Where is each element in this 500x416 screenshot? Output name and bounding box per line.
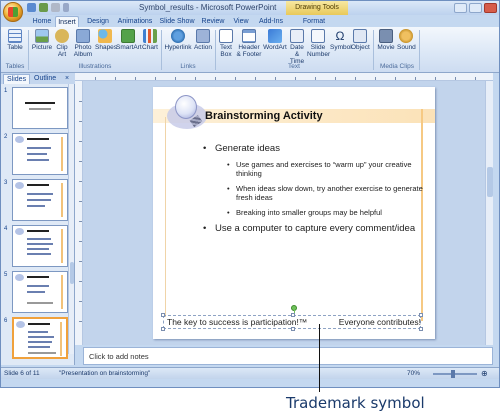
sound-button[interactable]: Sound	[397, 29, 415, 51]
slide-thumbnail-3[interactable]	[12, 179, 68, 221]
bullet-level-2: • Breaking into smaller groups may be helpful	[227, 208, 427, 217]
action-icon	[196, 29, 210, 43]
thumbnail-number: 2	[4, 134, 8, 140]
current-slide[interactable]	[153, 87, 435, 339]
group-label-illustrations: Illustrations	[78, 63, 112, 70]
customize-dropdown-icon[interactable]	[63, 3, 69, 12]
thumbnail-number: 3	[4, 180, 8, 186]
table-button[interactable]: Table	[5, 29, 25, 51]
notes-placeholder: Click to add notes	[89, 352, 149, 361]
movie-icon	[379, 29, 393, 43]
footer-text-left[interactable]: The key to success is participation!™	[167, 317, 308, 327]
slide-count: Slide 6 of 11	[4, 370, 40, 377]
slide-thumbnail-2[interactable]	[12, 133, 68, 175]
slide-number-button[interactable]: Slide Number	[307, 29, 329, 58]
action-button[interactable]: Action	[193, 29, 213, 51]
notes-pane[interactable]	[83, 347, 493, 365]
photo-album-icon	[76, 29, 90, 43]
shapes-button[interactable]: Shapes	[95, 29, 115, 51]
bullet-level-1: • Generate ideas	[203, 143, 427, 154]
photo-album-button[interactable]: Photo Album	[72, 29, 94, 58]
pane-scrollbar[interactable]	[68, 84, 74, 354]
slide-number-icon	[311, 29, 325, 43]
sound-icon	[399, 29, 413, 43]
header-footer-button[interactable]: Header & Footer	[236, 29, 262, 58]
vertical-ruler	[75, 81, 83, 345]
close-icon[interactable]	[484, 3, 497, 13]
object-icon	[353, 29, 367, 43]
bullet-level-2: • Use games and exercises to “warm up” your creative thinking	[227, 160, 427, 178]
tab-home[interactable]: Home	[32, 18, 52, 25]
group-label-tables: Tables	[5, 63, 25, 70]
bullet-level-2: • When ideas slow down, try another exercise to generate fresh ideas	[227, 184, 427, 202]
table-icon	[8, 29, 22, 43]
text-box-button[interactable]: Text Box	[217, 29, 235, 58]
save-icon[interactable]	[27, 3, 36, 12]
slide-body[interactable]	[203, 143, 427, 240]
fit-window-icon[interactable]: ⊕	[481, 369, 488, 378]
tab-animations[interactable]: Animations	[117, 18, 153, 25]
smartart-button[interactable]: SmartArt	[116, 29, 140, 51]
status-bar	[1, 367, 499, 379]
movie-button[interactable]: Movie	[377, 29, 395, 51]
pane-tabs	[1, 73, 75, 84]
tab-view[interactable]: View	[233, 18, 249, 25]
tab-format[interactable]: Format	[302, 18, 326, 25]
minimize-icon[interactable]	[454, 3, 467, 13]
close-pane-icon[interactable]: ×	[65, 75, 70, 82]
chart-button[interactable]: Chart	[141, 29, 159, 51]
date-time-button[interactable]: Date & Time	[288, 29, 306, 65]
thumbnail-number: 4	[4, 226, 8, 232]
zoom-slider-thumb[interactable]	[451, 370, 455, 378]
group-label-media-clips: Media Clips	[380, 63, 414, 70]
tab-add-ins[interactable]: Add-Ins	[258, 18, 284, 25]
picture-button[interactable]: Picture	[31, 29, 53, 51]
header-footer-icon	[242, 29, 256, 43]
slide-thumbnail-5[interactable]	[12, 271, 68, 313]
slides-pane	[1, 73, 75, 365]
text-box-icon	[219, 29, 233, 43]
calendar-icon	[290, 29, 304, 43]
smartart-icon	[121, 29, 135, 43]
zoom-slider[interactable]	[433, 373, 477, 375]
maximize-icon[interactable]	[469, 3, 482, 13]
office-button[interactable]	[3, 2, 23, 22]
thumbnail-number: 5	[4, 272, 8, 278]
slide-thumbnail-1[interactable]	[12, 87, 68, 129]
group-label-links: Links	[180, 63, 196, 70]
hyperlink-globe-icon	[171, 29, 185, 43]
group-label-text: Text	[288, 63, 300, 70]
ribbon-tabs	[1, 15, 499, 27]
tab-design[interactable]: Design	[87, 18, 109, 25]
canvas-scroll-thumb[interactable]	[487, 167, 493, 197]
redo-icon[interactable]	[51, 3, 60, 12]
tab-slide-show[interactable]: Slide Show	[159, 18, 195, 25]
chart-icon	[143, 29, 157, 43]
resize-handle[interactable]	[291, 327, 295, 331]
office-logo-icon	[8, 7, 18, 17]
zoom-level[interactable]: 70%	[407, 370, 421, 377]
shapes-icon	[98, 29, 112, 43]
resize-handle[interactable]	[161, 327, 165, 331]
thumbnail-number: 6	[4, 318, 8, 324]
slide-title[interactable]: Brainstorming Activity	[205, 110, 323, 122]
resize-handle[interactable]	[419, 327, 423, 331]
horizontal-ruler	[75, 73, 493, 81]
clip-art-button[interactable]: Clip Art	[54, 29, 70, 58]
omega-symbol-icon: Ω	[335, 29, 345, 43]
symbol-button[interactable]: Ω Symbol	[330, 29, 352, 51]
tab-review[interactable]: Review	[201, 18, 225, 25]
ribbon	[1, 27, 499, 73]
resize-handle[interactable]	[161, 313, 165, 317]
callout-pointer-line	[319, 324, 320, 392]
quick-access-toolbar	[27, 3, 69, 12]
tab-slides[interactable]: Slides	[3, 74, 30, 84]
lightbulb-image	[165, 93, 203, 131]
object-button[interactable]: Object	[351, 29, 369, 51]
footer-text-right[interactable]: Everyone contributes!	[338, 317, 421, 327]
tab-insert[interactable]: Insert	[55, 16, 79, 27]
wordart-icon	[268, 29, 282, 43]
wordart-button[interactable]: WordArt	[263, 29, 287, 51]
tab-outline[interactable]: Outline	[34, 75, 57, 82]
hyperlink-button[interactable]: Hyperlink	[164, 29, 192, 51]
picture-icon	[35, 29, 49, 43]
drawing-tools-context-label: Drawing Tools	[286, 1, 348, 15]
clip-art-icon	[55, 29, 69, 43]
canvas-scrollbar[interactable]	[485, 81, 493, 345]
title-bar	[1, 1, 499, 15]
thumbnail-number: 1	[4, 88, 8, 94]
theme-name: "Presentation on brainstorming"	[59, 370, 151, 377]
undo-icon[interactable]	[39, 3, 48, 12]
bullet-level-1: • Use a computer to capture every comment/idea	[203, 223, 427, 234]
window-controls	[454, 3, 497, 13]
slide-thumbnail-4[interactable]	[12, 225, 68, 267]
pane-scroll-thumb[interactable]	[70, 262, 74, 284]
callout-label: Trademark symbol	[286, 394, 425, 412]
window-title: Symbol_results - Microsoft PowerPoint	[139, 3, 277, 12]
slide-thumbnail-6-selected[interactable]	[12, 317, 68, 359]
